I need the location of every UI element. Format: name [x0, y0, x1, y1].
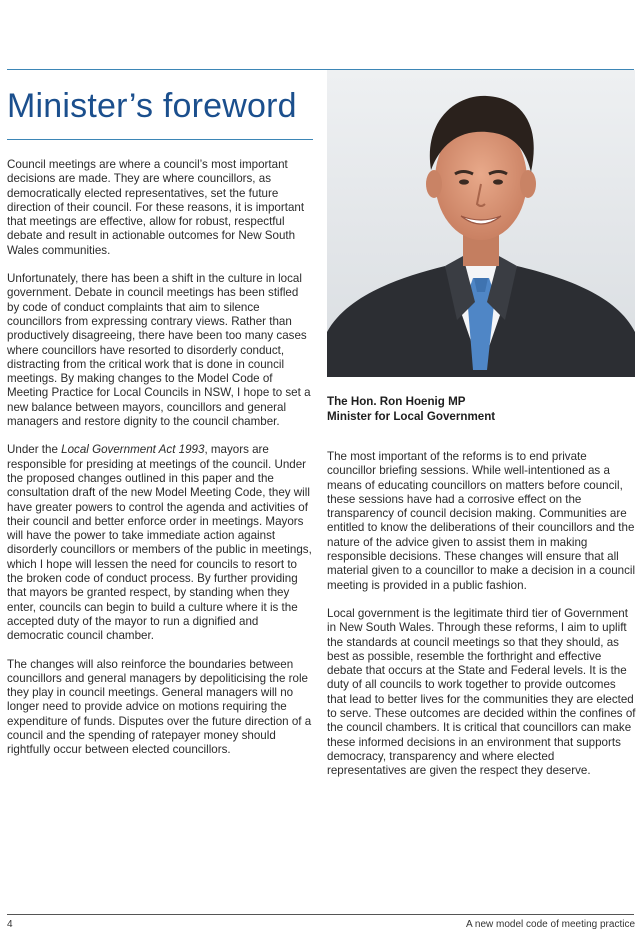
- title-rule: [7, 139, 313, 140]
- left-column: [7, 86, 313, 758]
- foreword-paragraph-1: Council meetings are where a council’s most important decisions are made. They are where councillors, as democratically elected representatives, set the future direction of their council. For these reasons, it is important that meetings are effective, allow for robust, respectful debate and result in actionable outcomes for New South Wales communities.: [7, 158, 305, 257]
- paragraph-3-prefix: Under the: [7, 443, 62, 457]
- foreword-paragraph-2: Unfortunately, there has been a shift in the culture in local government. Debate in council meetings has been stifled by code of conduct complaints that aim to silence councillors from expressing contrary views. Rather than productively disagreeing, there have been too many cases where councillors have resorted to disorderly conduct, distracting from the critical work that is done in council meetings. By making changes to the Model Code of Meeting Practice for Local Councils in NSW, I hope to set a new balance between mayors, councillors and general managers and restore dignity to the council chamber.: [7, 272, 311, 429]
- foreword-paragraph-3: [7, 443, 313, 643]
- right-column: [327, 450, 636, 779]
- minister-portrait: [327, 70, 635, 377]
- portrait-illustration: [327, 70, 635, 377]
- minister-name: The Hon. Ron Hoenig MP: [327, 395, 466, 408]
- minister-role: Minister for Local Government: [327, 410, 496, 423]
- page-title: Minister’s foreword: [7, 87, 297, 125]
- act-name: Local Government Act 1993: [61, 443, 205, 457]
- photo-caption: [327, 394, 635, 424]
- foreword-paragraph-5: The most important of the reforms is to end private councillor briefing sessions. While well-intentioned as a means of educating councillors on matters before council, these sessions have had a corrosive effect on the transparency of council decision making. Communities are entitled to know the deliberations of their councillors and the nature of the advice given to assist them in making responsible decisions. These changes will ensure that all material given to a councillor to make a decision in a council meeting is provided in a public fashion.: [327, 450, 636, 592]
- foreword-paragraph-6: Local government is the legitimate third tier of Government in New South Wales. Through these reforms, I aim to uplift the standards at council meetings so that they should, as best as possible, resemble the forthright and effective debate that occurs at the State and Federal levels. It is the duty of all councils to work together to provide outcomes that lead to better lives for the communities they are elected to serve. These outcomes are decided within the confines of the council chambers. It is critical that councillors can make these informed decisions in an environment that supports democracy, transparency and where elected representatives are given the respect they deserve.: [327, 606, 636, 778]
- footer-rule: [7, 914, 634, 915]
- foreword-paragraph-4: The changes will also reinforce the boundaries between councillors and general managers by depoliticising the role they play in council meetings. General managers will no longer need to provide advice on motions requiring the expenditure of funds. Disputes over the future direction of a council and the spending of ratepayer money should rightfully occur between elected councillors.: [7, 657, 312, 757]
- page-number: 4: [7, 919, 13, 930]
- paragraph-3-rest: , mayors are responsible for presiding at meetings of the council. Under the proposed changes outlined in this paper and the consultation draft of the new Model Meeting Code, they will have greater powers to control the agenda and activities of their council and better enforce order in meetings. Mayors will have the power to take immediate action against disorderly councillors or members of the public in meetings, which I hope will lessen the need for councils to resort to the broken code of conduct process. By further providing that mayors be granted respect, by standing when they enter, councils can begin to build a culture where it is the accepted duty of the mayor to run a dignified and democratic council chamber.: [7, 443, 312, 643]
- footer-document-title: A new model code of meeting practice: [466, 919, 635, 930]
